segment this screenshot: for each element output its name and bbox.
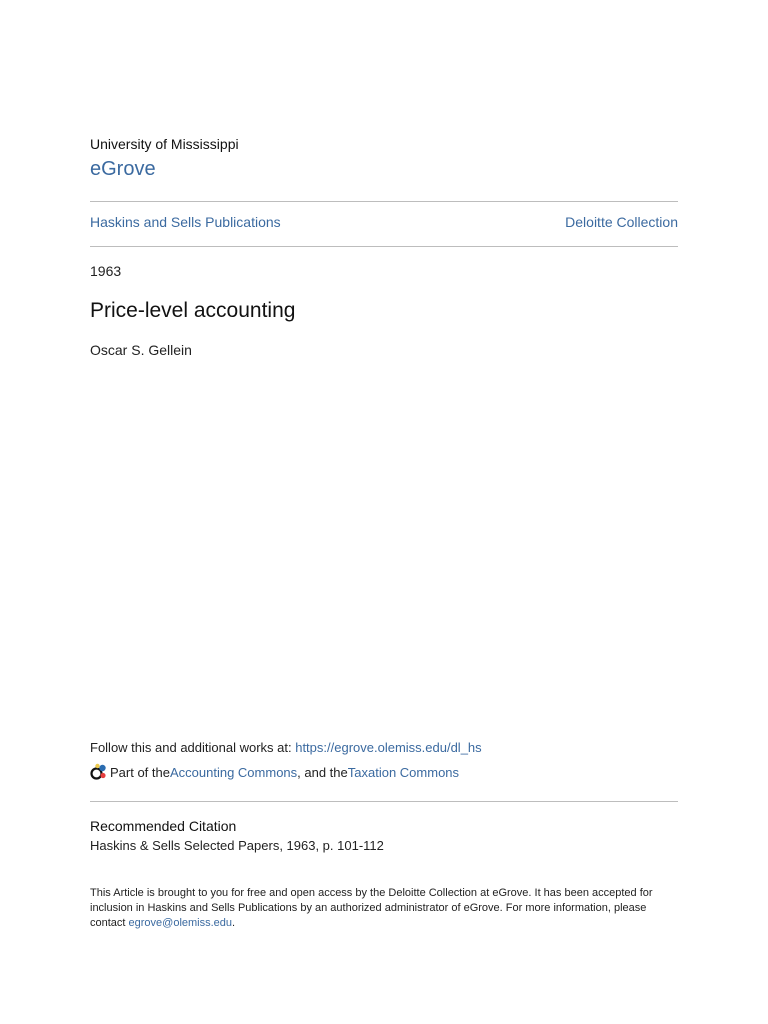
- publication-year: 1963: [90, 263, 122, 279]
- taxation-commons-link[interactable]: Taxation Commons: [347, 764, 460, 780]
- citation-text: Haskins & Sells Selected Papers, 1963, p. 101-112: [90, 838, 384, 853]
- citation-heading: Recommended Citation: [90, 818, 237, 834]
- part-of-line: [90, 763, 459, 781]
- collection-link[interactable]: Deloitte Collection: [565, 214, 678, 230]
- follow-line: [90, 740, 482, 755]
- contact-email-link[interactable]: egrove@olemiss.edu: [128, 917, 233, 929]
- institution-name: University of Mississippi: [90, 136, 239, 152]
- notice-suffix: .: [232, 917, 236, 929]
- part-of-middle: , and the: [297, 764, 348, 780]
- repository-link[interactable]: eGrove: [90, 158, 156, 180]
- accounting-commons-link[interactable]: Accounting Commons: [169, 764, 298, 780]
- citation-divider: [90, 801, 678, 802]
- collection-nav: [90, 214, 678, 230]
- article-title: Price-level accounting: [90, 299, 296, 322]
- follow-prefix: Follow this and additional works at:: [90, 740, 296, 755]
- notice-text: This Article is brought to you for free and open access by the Deloitte Collection at eGrove. It has been accepted for inclusion in Haskins and Sells Publications by an authorized administrator of eGrove. For more information, please contact: [90, 887, 653, 929]
- publications-link[interactable]: Haskins and Sells Publications: [90, 214, 281, 230]
- article-author: Oscar S. Gellein: [90, 342, 192, 358]
- cover-page: [90, 0, 678, 1024]
- network-icon: [90, 763, 108, 781]
- access-notice: [90, 886, 678, 931]
- top-divider: [90, 201, 678, 202]
- nav-divider: [90, 246, 678, 247]
- collection-url-link[interactable]: https://egrove.olemiss.edu/dl_hs: [295, 740, 482, 755]
- part-of-prefix: Part of the: [110, 764, 170, 780]
